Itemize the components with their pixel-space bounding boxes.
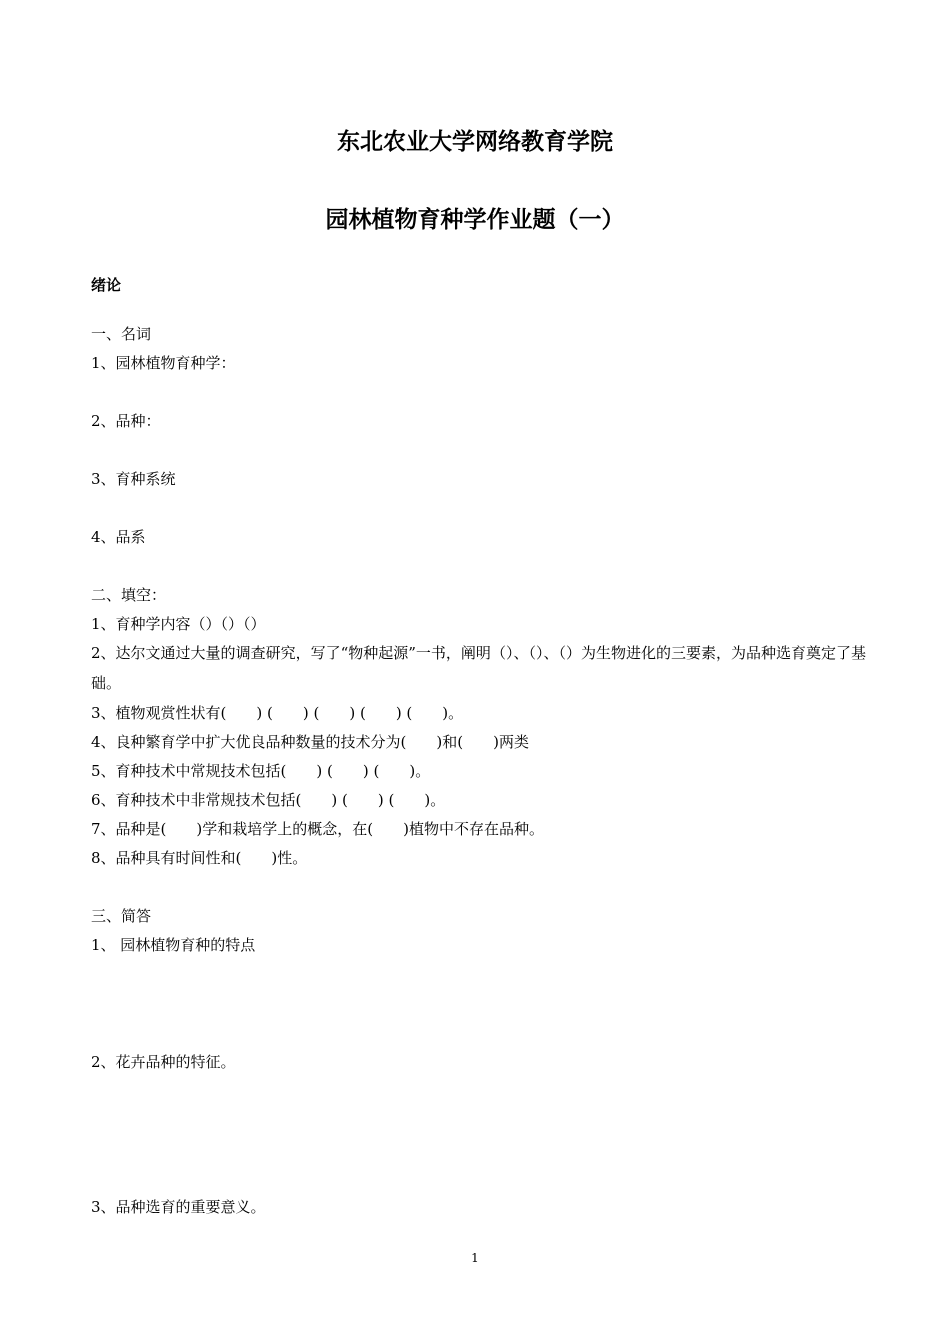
assignment-title: 园林植物育种学作业题（一） xyxy=(325,207,625,233)
section-heading-fill-blank: 二、填空： xyxy=(91,586,167,604)
term-item: 1、园林植物育种学： xyxy=(91,354,236,372)
fill-blank-item: 4、良种繁育学中扩大优良品种数量的技术分为( )和( )两类 xyxy=(91,733,529,751)
short-answer-item: 3、品种选育的重要意义。 xyxy=(91,1198,266,1216)
page-number: 1 xyxy=(471,1251,479,1265)
fill-blank-item: 7、品种是( )学和栽培学上的概念，在( )植物中不存在品种。 xyxy=(91,820,544,838)
fill-blank-item: 1、育种学内容（）（）（） xyxy=(91,615,266,633)
section-heading-short-answer: 三、简答 xyxy=(91,907,152,925)
chapter-heading: 绪论 xyxy=(91,276,122,294)
fill-blank-item: 6、育种技术中非常规技术包括( ) ( ) ( )。 xyxy=(91,791,446,809)
fill-blank-item: 2、达尔文通过大量的调查研究，写了“物种起源”一书，阐明（）、（）、（）为生物进化的三要素，为品种选育奠定了基础。 xyxy=(91,644,866,692)
fill-blank-item: 5、育种技术中常规技术包括( ) ( ) ( )。 xyxy=(91,762,431,780)
section-heading-terms: 一、名词 xyxy=(91,325,152,343)
term-item: 4、品系 xyxy=(91,528,146,546)
term-item: 2、品种： xyxy=(91,412,161,430)
short-answer-item: 2、花卉品种的特征。 xyxy=(91,1053,236,1071)
institution-title: 东北农业大学网络教育学院 xyxy=(337,129,613,155)
term-item: 3、育种系统 xyxy=(91,470,176,488)
fill-blank-item: 8、品种具有时间性和( )性。 xyxy=(91,849,308,867)
short-answer-item: 1、 园林植物育种的特点 xyxy=(91,936,256,954)
fill-blank-item: 3、植物观赏性状有( ) ( ) ( ) ( ) ( )。 xyxy=(91,704,464,722)
